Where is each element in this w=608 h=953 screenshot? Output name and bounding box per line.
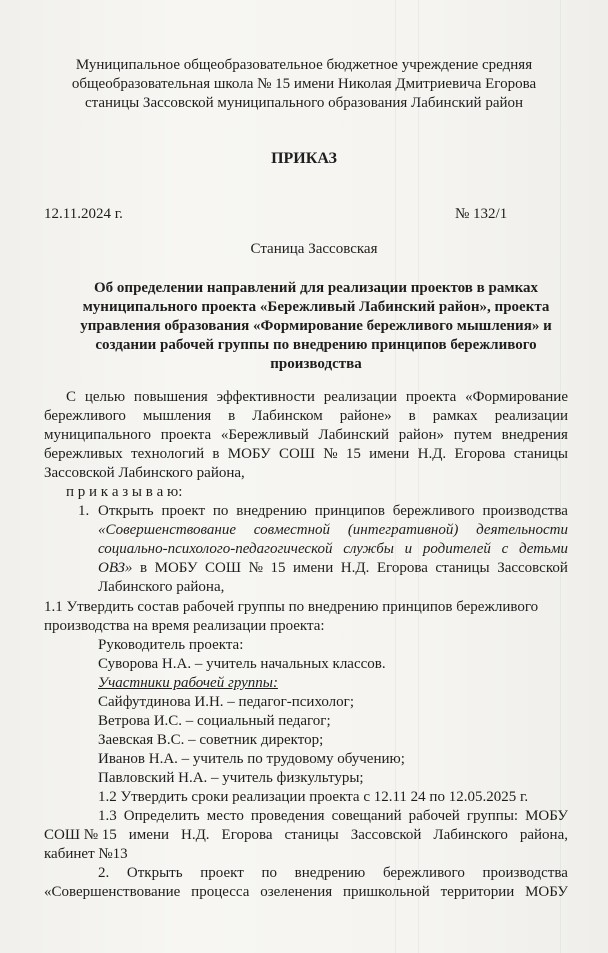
members-label: Участники рабочей группы: (98, 675, 278, 691)
member-4: Иванов Н.А. – учитель по трудовому обучению; (98, 751, 405, 767)
org-name-line-2: общеобразовательная школа № 15 имени Николая Дмитриевича Егорова (71, 76, 537, 92)
item-2-line-1: 2. Открыть проект по внедрению бережливого производства (98, 865, 568, 881)
intro-line-3: муниципального проекта «Бережливый Лабинский район» путем внедрения (44, 427, 568, 443)
subject-line-4: создании рабочей группы по внедрению принципов бережливого (95, 337, 537, 353)
place: Станица Зассовская (250, 241, 378, 257)
item-1-3-line-2: СОШ № 15 имени Н.Д. Егорова станицы Зассовской Лабинского района, (44, 827, 568, 843)
document-number: № 132/1 (455, 206, 508, 222)
subject-line-5: производства (270, 356, 362, 372)
leader-label: Руководитель проекта: (98, 637, 244, 653)
member-3: Заевская В.С. – советник директор; (98, 732, 324, 748)
item-1-number: 1. (78, 503, 90, 519)
intro-line-2: бережливого мышления в Лабинском районе» в рамках реализации (44, 408, 568, 424)
org-name-line-3: станицы Зассовской муниципального образования Лабинский район (84, 95, 524, 111)
item-1-project-name-line-2: социально-психолого-педагогической службы и родителей с детьми (98, 541, 568, 557)
subject-line-3: управления образования «Формирование бережливого мышления» и (80, 318, 552, 334)
member-2: Ветрова И.С. – социальный педагог; (98, 713, 331, 729)
item-1-line-1: Открыть проект по внедрению принципов бережливого производства (98, 503, 568, 519)
item-1-project-name-line-1: «Совершенствование совместной (интегративной) деятельности (98, 522, 568, 538)
item-1-1-line-2: производства на время реализации проекта: (44, 618, 325, 634)
org-name-line-1: Муниципальное общеобразовательное бюджетное учреждение средняя (75, 57, 533, 73)
item-1-line-4: ОВЗ» в МОБУ СОШ № 15 имени Н.Д. Егорова станицы Зассовской (98, 560, 568, 576)
item-2-line-2: «Совершенствование процесса озеленения пришкольной территории МОБУ (44, 884, 568, 900)
item-1-2: 1.2 Утвердить сроки реализации проекта с 12.11 24 по 12.05.2025 г. (98, 789, 529, 805)
subject-line-2: муниципального проекта «Бережливый Лабинский район», проекта (82, 299, 550, 315)
document-title: ПРИКАЗ (271, 150, 337, 167)
subject-line-1: Об определении направлений для реализации проектов в рамках (94, 280, 538, 296)
document-date: 12.11.2024 г. (44, 206, 123, 222)
member-5: Павловский Н.А. – учитель физкультуры; (98, 770, 364, 786)
member-1: Сайфутдинова И.Н. – педагог-психолог; (98, 694, 354, 710)
intro-line-5: Зассовской Лабинского района, (44, 465, 245, 481)
item-1-1-line-1: 1.1 Утвердить состав рабочей группы по внедрению принципов бережливого (44, 599, 539, 615)
item-1-line-5: Лабинского района, (98, 579, 225, 595)
intro-line-1: С целью повышения эффективности реализации проекта «Формирование (66, 389, 568, 405)
item-1-3-line-3: кабинет №13 (44, 846, 128, 862)
leader-name: Суворова Н.А. – учитель начальных классов. (98, 656, 386, 672)
item-1-3-line-1: 1.3 Определить место проведения совещаний рабочей группы: МОБУ (98, 808, 568, 824)
order-word: п р и к а з ы в а ю: (66, 484, 183, 500)
intro-line-4: бережливых технологий в МОБУ СОШ № 15 имени Н.Д. Егорова станицы (44, 446, 568, 462)
